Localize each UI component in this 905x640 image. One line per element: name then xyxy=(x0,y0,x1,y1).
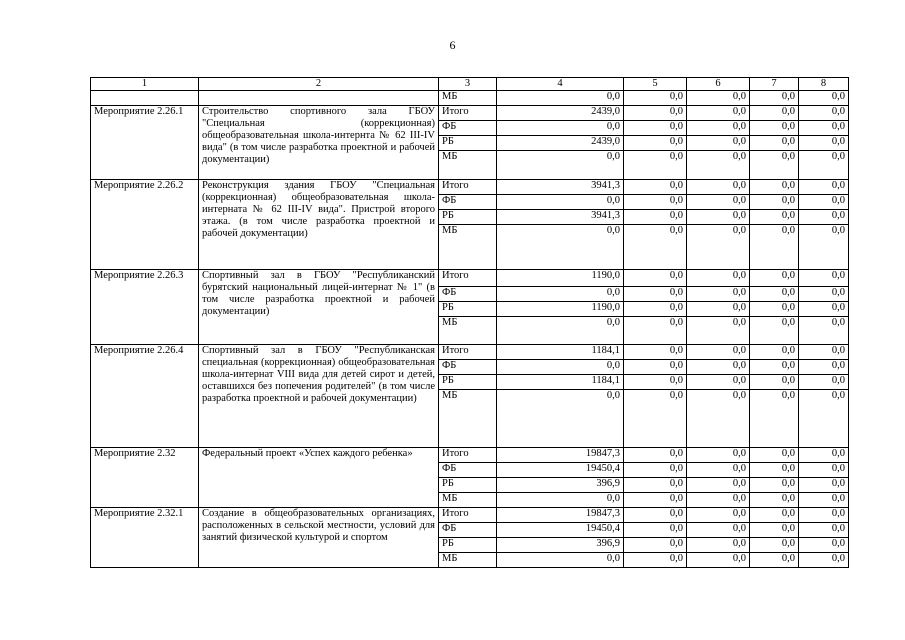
source-cell: Итого xyxy=(439,106,497,121)
value-cell: 0,0 xyxy=(750,225,799,270)
value-cell: 0,0 xyxy=(799,180,849,195)
table-row xyxy=(91,448,849,463)
value-cell: 0,0 xyxy=(624,302,687,317)
value-cell: 0,0 xyxy=(624,448,687,463)
value-cell: 0,0 xyxy=(624,225,687,270)
column-header: 3 xyxy=(439,78,497,91)
value-cell: 1184,1 xyxy=(497,345,624,360)
measure-name: Мероприятие 2.26.1 xyxy=(91,106,199,180)
header-row xyxy=(91,78,849,91)
value-cell: 19847,3 xyxy=(497,448,624,463)
source-cell: Итого xyxy=(439,270,497,287)
value-cell: 0,0 xyxy=(750,478,799,493)
value-cell: 0,0 xyxy=(799,508,849,523)
source-cell: Итого xyxy=(439,508,497,523)
table-row xyxy=(91,345,849,360)
value-cell: 0,0 xyxy=(750,523,799,538)
value-cell: 0,0 xyxy=(687,390,750,448)
source-cell: МБ xyxy=(439,493,497,508)
source-cell: МБ xyxy=(439,151,497,180)
value-cell: 0,0 xyxy=(750,493,799,508)
value-cell: 0,0 xyxy=(799,360,849,375)
value-cell: 0,0 xyxy=(624,180,687,195)
value-cell: 0,0 xyxy=(799,287,849,302)
measure-name: Мероприятие 2.26.3 xyxy=(91,270,199,345)
value-cell: 0,0 xyxy=(687,136,750,151)
value-cell: 0,0 xyxy=(687,302,750,317)
value-cell: 0,0 xyxy=(799,553,849,568)
value-cell: 0,0 xyxy=(750,106,799,121)
source-cell: Итого xyxy=(439,448,497,463)
value-cell: 0,0 xyxy=(799,210,849,225)
measure-description: Спортивный зал в ГБОУ "Республиканская специальная (коррекционная) общеобразовательная школа-интернат VIII вида для детей сирот и детей, оставшихся без попечения родителей" (в том числе разработка проектной и рабочей документации) xyxy=(199,345,439,448)
value-cell: 0,0 xyxy=(624,91,687,106)
table-row xyxy=(91,91,849,106)
value-cell: 0,0 xyxy=(624,136,687,151)
source-cell: ФБ xyxy=(439,121,497,136)
value-cell: 0,0 xyxy=(799,151,849,180)
value-cell: 1190,0 xyxy=(497,302,624,317)
value-cell: 0,0 xyxy=(750,195,799,210)
source-cell: ФБ xyxy=(439,463,497,478)
source-cell: МБ xyxy=(439,553,497,568)
value-cell: 0,0 xyxy=(687,151,750,180)
table-row xyxy=(91,106,849,121)
value-cell: 0,0 xyxy=(687,287,750,302)
value-cell: 0,0 xyxy=(497,360,624,375)
value-cell: 0,0 xyxy=(750,538,799,553)
source-cell: РБ xyxy=(439,538,497,553)
value-cell: 0,0 xyxy=(687,375,750,390)
value-cell: 0,0 xyxy=(799,538,849,553)
table-row xyxy=(91,270,849,287)
value-cell: 0,0 xyxy=(687,106,750,121)
source-cell: РБ xyxy=(439,302,497,317)
value-cell: 0,0 xyxy=(799,302,849,317)
source-cell: РБ xyxy=(439,375,497,390)
value-cell: 19450,4 xyxy=(497,523,624,538)
value-cell: 0,0 xyxy=(624,106,687,121)
value-cell: 0,0 xyxy=(624,508,687,523)
value-cell: 0,0 xyxy=(750,448,799,463)
source-cell: ФБ xyxy=(439,360,497,375)
value-cell: 0,0 xyxy=(624,151,687,180)
value-cell: 0,0 xyxy=(750,375,799,390)
value-cell: 0,0 xyxy=(799,317,849,345)
value-cell: 0,0 xyxy=(750,463,799,478)
column-header: 4 xyxy=(497,78,624,91)
source-cell: РБ xyxy=(439,478,497,493)
source-cell: МБ xyxy=(439,91,497,106)
budget-table xyxy=(90,77,849,568)
value-cell: 0,0 xyxy=(750,508,799,523)
source-cell: МБ xyxy=(439,390,497,448)
value-cell: 0,0 xyxy=(687,493,750,508)
value-cell: 0,0 xyxy=(799,121,849,136)
value-cell: 0,0 xyxy=(750,210,799,225)
value-cell: 0,0 xyxy=(624,493,687,508)
value-cell: 0,0 xyxy=(497,390,624,448)
value-cell: 0,0 xyxy=(624,210,687,225)
value-cell: 19450,4 xyxy=(497,463,624,478)
value-cell: 3941,3 xyxy=(497,180,624,195)
value-cell: 0,0 xyxy=(799,91,849,106)
value-cell: 0,0 xyxy=(497,225,624,270)
value-cell: 0,0 xyxy=(750,151,799,180)
measure-description: Строительство спортивного зала ГБОУ "Специальная (коррекционная) общеобразовательная школа-интернта № 62 III-IV вида" (в том числе разработка проектной и рабочей документации) xyxy=(199,106,439,180)
value-cell: 0,0 xyxy=(624,553,687,568)
value-cell: 0,0 xyxy=(687,210,750,225)
value-cell: 0,0 xyxy=(624,121,687,136)
measure-description: Федеральный проект «Успех каждого ребенка» xyxy=(199,448,439,508)
table-row xyxy=(91,508,849,523)
value-cell: 2439,0 xyxy=(497,136,624,151)
measure-description: Спортивный зал в ГБОУ "Республиканский бурятский национальный лицей-интернат № 1" (в том числе разработка проектной и рабочей документации) xyxy=(199,270,439,345)
value-cell: 0,0 xyxy=(687,463,750,478)
value-cell: 0,0 xyxy=(687,195,750,210)
value-cell: 0,0 xyxy=(799,463,849,478)
value-cell: 0,0 xyxy=(624,375,687,390)
value-cell: 396,9 xyxy=(497,538,624,553)
value-cell: 0,0 xyxy=(687,225,750,270)
value-cell: 0,0 xyxy=(687,317,750,345)
value-cell: 0,0 xyxy=(687,538,750,553)
value-cell: 0,0 xyxy=(799,136,849,151)
description-cell xyxy=(199,91,439,106)
measure-description: Реконструкция здания ГБОУ "Специальная (коррекционная) общеобразовательная школа-интерната № 62 III-IV вида". Пристрой второго этажа. (в том числе разработка проектной и рабочей документации) xyxy=(199,180,439,270)
value-cell: 0,0 xyxy=(750,345,799,360)
value-cell: 0,0 xyxy=(750,553,799,568)
value-cell: 0,0 xyxy=(750,180,799,195)
value-cell: 1190,0 xyxy=(497,270,624,287)
column-header: 5 xyxy=(624,78,687,91)
value-cell: 0,0 xyxy=(497,151,624,180)
value-cell: 0,0 xyxy=(799,106,849,121)
value-cell: 1184,1 xyxy=(497,375,624,390)
value-cell: 19847,3 xyxy=(497,508,624,523)
value-cell: 0,0 xyxy=(687,91,750,106)
value-cell: 0,0 xyxy=(687,360,750,375)
value-cell: 0,0 xyxy=(799,375,849,390)
value-cell: 0,0 xyxy=(799,390,849,448)
measure-name: Мероприятие 2.32.1 xyxy=(91,508,199,568)
value-cell: 0,0 xyxy=(497,195,624,210)
value-cell: 0,0 xyxy=(799,448,849,463)
source-cell: МБ xyxy=(439,225,497,270)
value-cell: 0,0 xyxy=(687,270,750,287)
value-cell: 0,0 xyxy=(750,91,799,106)
source-cell: ФБ xyxy=(439,523,497,538)
value-cell: 0,0 xyxy=(687,180,750,195)
value-cell: 0,0 xyxy=(750,390,799,448)
table-row xyxy=(91,180,849,195)
value-cell: 0,0 xyxy=(750,317,799,345)
value-cell: 0,0 xyxy=(750,136,799,151)
value-cell: 3941,3 xyxy=(497,210,624,225)
value-cell: 0,0 xyxy=(799,195,849,210)
source-cell: РБ xyxy=(439,136,497,151)
value-cell: 0,0 xyxy=(497,91,624,106)
value-cell: 0,0 xyxy=(497,553,624,568)
value-cell: 0,0 xyxy=(624,478,687,493)
source-cell: МБ xyxy=(439,317,497,345)
value-cell: 0,0 xyxy=(750,121,799,136)
column-header: 7 xyxy=(750,78,799,91)
value-cell: 0,0 xyxy=(624,463,687,478)
value-cell: 0,0 xyxy=(624,317,687,345)
source-cell: РБ xyxy=(439,210,497,225)
value-cell: 0,0 xyxy=(750,360,799,375)
value-cell: 0,0 xyxy=(624,523,687,538)
source-cell: ФБ xyxy=(439,195,497,210)
source-cell: Итого xyxy=(439,345,497,360)
column-header: 1 xyxy=(91,78,199,91)
value-cell: 0,0 xyxy=(624,345,687,360)
measure-name: Мероприятие 2.26.2 xyxy=(91,180,199,270)
value-cell: 0,0 xyxy=(624,538,687,553)
value-cell: 0,0 xyxy=(624,390,687,448)
measure-name: Мероприятие 2.26.4 xyxy=(91,345,199,448)
value-cell: 396,9 xyxy=(497,478,624,493)
value-cell: 0,0 xyxy=(687,478,750,493)
value-cell: 0,0 xyxy=(799,493,849,508)
source-cell: Итого xyxy=(439,180,497,195)
column-header: 8 xyxy=(799,78,849,91)
value-cell: 0,0 xyxy=(799,270,849,287)
value-cell: 2439,0 xyxy=(497,106,624,121)
value-cell: 0,0 xyxy=(624,195,687,210)
value-cell: 0,0 xyxy=(750,270,799,287)
column-header: 6 xyxy=(687,78,750,91)
value-cell: 0,0 xyxy=(624,287,687,302)
value-cell: 0,0 xyxy=(799,345,849,360)
value-cell: 0,0 xyxy=(497,317,624,345)
value-cell: 0,0 xyxy=(750,287,799,302)
column-header: 2 xyxy=(199,78,439,91)
value-cell: 0,0 xyxy=(687,523,750,538)
value-cell: 0,0 xyxy=(687,448,750,463)
value-cell: 0,0 xyxy=(624,270,687,287)
value-cell: 0,0 xyxy=(799,225,849,270)
value-cell: 0,0 xyxy=(799,478,849,493)
measure-cell xyxy=(91,91,199,106)
measure-description: Создание в общеобразовательных организациях, расположенных в сельской местности, условий для занятий физической культурой и спортом xyxy=(199,508,439,568)
value-cell: 0,0 xyxy=(687,345,750,360)
value-cell: 0,0 xyxy=(624,360,687,375)
value-cell: 0,0 xyxy=(750,302,799,317)
value-cell: 0,0 xyxy=(687,508,750,523)
value-cell: 0,0 xyxy=(687,121,750,136)
value-cell: 0,0 xyxy=(497,287,624,302)
value-cell: 0,0 xyxy=(799,523,849,538)
value-cell: 0,0 xyxy=(497,121,624,136)
measure-name: Мероприятие 2.32 xyxy=(91,448,199,508)
value-cell: 0,0 xyxy=(497,493,624,508)
value-cell: 0,0 xyxy=(687,553,750,568)
page-number: 6 xyxy=(449,38,456,52)
source-cell: ФБ xyxy=(439,287,497,302)
